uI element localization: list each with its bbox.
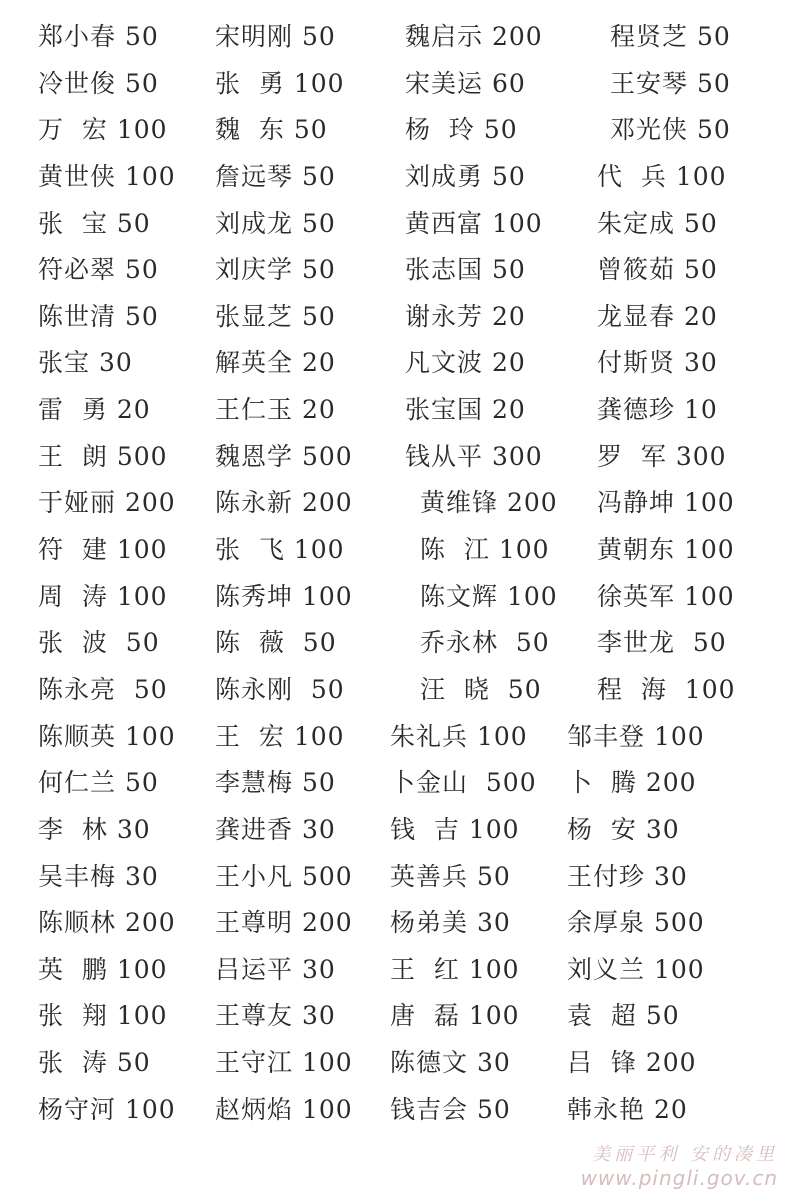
donor-entry: 王 宏 100 xyxy=(215,721,345,751)
donor-entry: 万 宏 100 xyxy=(38,115,168,145)
donor-entry: 张显芝 50 xyxy=(215,301,336,331)
donor-entry: 李 林 30 xyxy=(38,814,151,844)
donor-entry: 陈永新 200 xyxy=(215,488,353,518)
donor-row xyxy=(0,154,800,201)
donor-entry: 钱从平 300 xyxy=(405,441,543,471)
donor-entry: 冯静坤 100 xyxy=(597,488,735,518)
donor-entry: 王 红 100 xyxy=(390,954,520,984)
donor-entry: 陈 江 100 xyxy=(420,535,550,565)
donor-entry: 冷世俊 50 xyxy=(38,68,159,98)
donor-entry: 周 涛 100 xyxy=(38,581,168,611)
donor-entry: 邹丰登 100 xyxy=(567,721,705,751)
donor-row xyxy=(0,667,800,714)
donor-entry: 张志国 50 xyxy=(405,255,526,285)
donor-entry: 付斯贤 30 xyxy=(597,348,718,378)
donor-entry: 王守江 100 xyxy=(215,1048,353,1078)
donor-row xyxy=(0,760,800,807)
donor-entry: 杨 安 30 xyxy=(567,814,680,844)
donor-entry: 程贤芝 50 xyxy=(610,22,731,51)
donor-entry: 解英全 20 xyxy=(215,348,336,378)
donor-entry: 陈文辉 100 xyxy=(420,581,558,611)
donor-entry: 张 勇 100 xyxy=(215,68,345,98)
donor-entry: 陈 薇 50 xyxy=(215,628,337,658)
donor-entry: 袁 超 50 xyxy=(567,1001,680,1031)
donor-entry: 程 海 100 xyxy=(597,674,736,704)
donor-entry: 陈顺林 200 xyxy=(38,908,176,938)
site-watermark xyxy=(581,1140,778,1190)
donor-entry: 乔永林 50 xyxy=(420,628,550,658)
donor-row xyxy=(0,387,800,434)
donor-entry: 王安琴 50 xyxy=(610,68,731,98)
donor-entry: 罗 军 300 xyxy=(597,441,727,471)
donor-row xyxy=(0,1087,800,1134)
donor-entry: 钱 吉 100 xyxy=(390,814,520,844)
donor-entry: 英 鹏 100 xyxy=(38,954,168,984)
donor-entry: 龙显春 20 xyxy=(597,301,718,331)
donor-entry: 黄西富 100 xyxy=(405,208,543,238)
donor-entry: 杨 玲 50 xyxy=(405,115,518,145)
donor-row xyxy=(0,993,800,1040)
donor-entry: 赵炳焰 100 xyxy=(215,1094,353,1124)
donor-entry: 朱礼兵 100 xyxy=(390,721,528,751)
watermark-slogan: 美丽平利 安的凑里 xyxy=(592,1144,778,1165)
donor-row xyxy=(0,620,800,667)
donor-entry: 张 翔 100 xyxy=(38,1001,168,1031)
donor-entry: 卜 腾 200 xyxy=(567,768,697,798)
donor-entry: 张宝国 20 xyxy=(405,395,526,425)
donor-entry: 何仁兰 50 xyxy=(38,768,159,798)
donor-row xyxy=(0,854,800,901)
donor-entry: 王小凡 500 xyxy=(215,861,353,891)
donor-entry: 张 涛 50 xyxy=(38,1048,151,1078)
donor-entry: 余厚泉 500 xyxy=(567,908,705,938)
donor-entry: 唐 磊 100 xyxy=(390,1001,520,1031)
donor-entry: 杨弟美 30 xyxy=(390,908,511,938)
donor-entry: 符 建 100 xyxy=(38,535,168,565)
donor-row xyxy=(0,294,800,341)
donor-row xyxy=(0,900,800,947)
donor-entry: 龚进香 30 xyxy=(215,814,336,844)
donor-entry: 徐英军 100 xyxy=(597,581,735,611)
donor-row xyxy=(0,574,800,621)
donor-row xyxy=(0,434,800,481)
donor-entry: 吕运平 30 xyxy=(215,954,336,984)
donor-entry: 邓光侠 50 xyxy=(610,115,731,145)
donor-entry: 陈永亮 50 xyxy=(38,674,168,704)
donor-entry: 黄维锋 200 xyxy=(420,488,558,518)
donor-entry: 李世龙 50 xyxy=(597,628,727,658)
donor-entry: 魏恩学 500 xyxy=(215,441,353,471)
donor-entry: 符必翠 50 xyxy=(38,255,159,285)
donor-row xyxy=(0,947,800,994)
donor-entry: 刘成勇 50 xyxy=(405,161,526,191)
donor-entry: 陈德文 30 xyxy=(390,1048,511,1078)
donor-entry: 朱定成 50 xyxy=(597,208,718,238)
donor-entry: 刘成龙 50 xyxy=(215,208,336,238)
donor-entry: 黄朝东 100 xyxy=(597,535,735,565)
donor-entry: 王 朗 500 xyxy=(38,441,168,471)
donor-entry: 李慧梅 50 xyxy=(215,768,336,798)
donor-entry: 魏启示 200 xyxy=(405,22,543,51)
donor-entry: 张 宝 50 xyxy=(38,208,151,238)
donor-entry: 韩永艳 20 xyxy=(567,1094,688,1124)
donor-row xyxy=(0,527,800,574)
donor-entry: 于娅丽 200 xyxy=(38,488,176,518)
donor-entry: 王尊友 30 xyxy=(215,1001,336,1031)
donor-entry: 谢永芳 20 xyxy=(405,301,526,331)
donor-row xyxy=(0,14,800,61)
donor-row xyxy=(0,107,800,154)
donor-row xyxy=(0,807,800,854)
donor-entry: 宋美运 60 xyxy=(405,68,526,98)
donor-entry: 张 飞 100 xyxy=(215,535,345,565)
donor-entry: 钱吉会 50 xyxy=(390,1094,511,1124)
donation-list xyxy=(0,14,800,1133)
donor-row xyxy=(0,201,800,248)
donor-entry: 刘庆学 50 xyxy=(215,255,336,285)
donor-entry: 刘义兰 100 xyxy=(567,954,705,984)
donor-entry: 代 兵 100 xyxy=(597,161,727,191)
donor-entry: 吕 锋 200 xyxy=(567,1048,697,1078)
donor-entry: 雷 勇 20 xyxy=(38,395,151,425)
donor-row xyxy=(0,480,800,527)
donor-entry: 汪 晓 50 xyxy=(420,674,542,704)
donor-entry: 卜金山 500 xyxy=(390,768,537,798)
watermark-url: www.pingli.gov.cn xyxy=(580,1166,778,1190)
donor-entry: 张 波 50 xyxy=(38,628,160,658)
donor-entry: 吴丰梅 30 xyxy=(38,861,159,891)
donor-entry: 郑小春 50 xyxy=(38,22,159,51)
donor-entry: 陈秀坤 100 xyxy=(215,581,353,611)
donor-row xyxy=(0,1040,800,1087)
donor-entry: 陈顺英 100 xyxy=(38,721,176,751)
donor-entry: 魏 东 50 xyxy=(215,115,328,145)
donor-row xyxy=(0,340,800,387)
donor-entry: 陈世清 50 xyxy=(38,301,159,331)
donor-entry: 张宝 30 xyxy=(38,348,133,378)
donor-row xyxy=(0,247,800,294)
donor-entry: 杨守河 100 xyxy=(38,1094,176,1124)
donor-entry: 凡文波 20 xyxy=(405,348,526,378)
donor-entry: 英善兵 50 xyxy=(390,861,511,891)
donor-row xyxy=(0,714,800,761)
donor-entry: 王尊明 200 xyxy=(215,908,353,938)
donor-entry: 詹远琴 50 xyxy=(215,161,336,191)
donor-entry: 王付珍 30 xyxy=(567,861,688,891)
donor-entry: 黄世侠 100 xyxy=(38,161,176,191)
donor-entry: 曾筱茹 50 xyxy=(597,255,718,285)
donor-row xyxy=(0,61,800,108)
donor-entry: 宋明刚 50 xyxy=(215,22,336,51)
donor-entry: 陈永刚 50 xyxy=(215,674,345,704)
donor-entry: 龚德珍 10 xyxy=(597,395,718,425)
donor-entry: 王仁玉 20 xyxy=(215,395,336,425)
